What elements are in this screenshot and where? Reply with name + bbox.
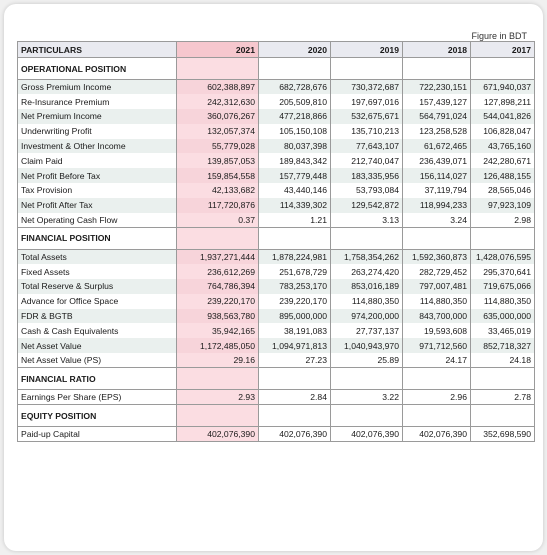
value-cell-2020: 27.23	[259, 353, 331, 368]
value-cell-2021: 35,942,165	[177, 323, 259, 338]
value-cell-2021: 236,612,269	[177, 264, 259, 279]
value-cell-2018: 118,994,233	[403, 198, 471, 213]
value-cell-2021: 764,786,394	[177, 279, 259, 294]
table-row	[18, 124, 535, 139]
financial-highlights-table	[17, 41, 535, 442]
value-cell-2018: 236,439,071	[403, 153, 471, 168]
section-header	[18, 368, 535, 390]
value-cell-2020: 251,678,729	[259, 264, 331, 279]
value-cell-2018: 1,592,360,873	[403, 249, 471, 264]
value-cell-2020: 2.84	[259, 390, 331, 405]
value-cell-2018: 61,672,465	[403, 139, 471, 154]
value-cell-2021: 402,076,390	[177, 427, 259, 442]
value-cell-2018: 157,439,127	[403, 94, 471, 109]
value-cell-2017: 126,488,155	[471, 168, 535, 183]
value-cell-2020: 1,094,971,813	[259, 338, 331, 353]
value-cell-2021: 360,076,267	[177, 109, 259, 124]
table-row	[18, 338, 535, 353]
row-label: Tax Provision	[18, 183, 177, 198]
row-label: Advance for Office Space	[18, 294, 177, 309]
row-label: Paid-up Capital	[18, 427, 177, 442]
value-cell-2020: 239,220,170	[259, 294, 331, 309]
value-cell-2021: 139,857,053	[177, 153, 259, 168]
row-label: Investment & Other Income	[18, 139, 177, 154]
value-cell-2017: 2.78	[471, 390, 535, 405]
value-cell-2019: 114,880,350	[331, 294, 403, 309]
value-cell-2021: 938,563,780	[177, 309, 259, 324]
value-cell-2017: 1,428,076,595	[471, 249, 535, 264]
row-label: Net Profit Before Tax	[18, 168, 177, 183]
value-cell-2019: 1,758,354,262	[331, 249, 403, 264]
value-cell-2017: 635,000,000	[471, 309, 535, 324]
value-cell-2020: 114,339,302	[259, 198, 331, 213]
value-cell-2017: 719,675,066	[471, 279, 535, 294]
section-title: FINANCIAL POSITION	[18, 227, 177, 249]
value-cell-2021: 2.93	[177, 390, 259, 405]
header-row	[18, 42, 535, 58]
table-row	[18, 427, 535, 442]
value-cell-2017: 852,718,327	[471, 338, 535, 353]
section-title: EQUITY POSITION	[18, 405, 177, 427]
value-cell-2017: 43,765,160	[471, 139, 535, 154]
table-row	[18, 198, 535, 213]
value-cell-2019: 183,335,956	[331, 168, 403, 183]
value-cell-2018: 37,119,794	[403, 183, 471, 198]
row-label: Total Assets	[18, 249, 177, 264]
value-cell-2017: 33,465,019	[471, 323, 535, 338]
row-label: Earnings Per Share (EPS)	[18, 390, 177, 405]
value-cell-2020: 205,509,810	[259, 94, 331, 109]
row-label: Underwriting Profit	[18, 124, 177, 139]
value-cell-2019: 129,542,872	[331, 198, 403, 213]
row-label: Re-Insurance Premium	[18, 94, 177, 109]
table-row	[18, 294, 535, 309]
header-year-2017: 2017	[471, 42, 535, 58]
value-cell-2021: 55,779,028	[177, 139, 259, 154]
table-row	[18, 279, 535, 294]
row-label: Fixed Assets	[18, 264, 177, 279]
value-cell-2018: 722,230,151	[403, 80, 471, 95]
row-label: Gross Premium Income	[18, 80, 177, 95]
value-cell-2019: 212,740,047	[331, 153, 403, 168]
header-year-2018: 2018	[403, 42, 471, 58]
value-cell-2017: 352,698,590	[471, 427, 535, 442]
section-header	[18, 227, 535, 249]
value-cell-2021: 0.37	[177, 213, 259, 228]
row-label: Total Reserve & Surplus	[18, 279, 177, 294]
value-cell-2019: 25.89	[331, 353, 403, 368]
table-row	[18, 249, 535, 264]
row-label: Net Profit After Tax	[18, 198, 177, 213]
value-cell-2017: 242,280,671	[471, 153, 535, 168]
value-cell-2017: 114,880,350	[471, 294, 535, 309]
table-row	[18, 153, 535, 168]
table-row	[18, 353, 535, 368]
value-cell-2018: 24.17	[403, 353, 471, 368]
section-title: FINANCIAL RATIO	[18, 368, 177, 390]
value-cell-2020: 1,878,224,981	[259, 249, 331, 264]
value-cell-2021: 159,854,558	[177, 168, 259, 183]
value-cell-2020: 783,253,170	[259, 279, 331, 294]
section-header	[18, 405, 535, 427]
value-cell-2021: 117,720,876	[177, 198, 259, 213]
value-cell-2019: 1,040,943,970	[331, 338, 403, 353]
value-cell-2020: 189,843,342	[259, 153, 331, 168]
section-title: OPERATIONAL POSITION	[18, 58, 177, 80]
value-cell-2021: 1,172,485,050	[177, 338, 259, 353]
value-cell-2019: 135,710,213	[331, 124, 403, 139]
value-cell-2018: 564,791,024	[403, 109, 471, 124]
value-cell-2019: 532,675,671	[331, 109, 403, 124]
value-cell-2020: 895,000,000	[259, 309, 331, 324]
section-header	[18, 58, 535, 80]
value-cell-2019: 402,076,390	[331, 427, 403, 442]
value-cell-2021: 29.16	[177, 353, 259, 368]
table-row	[18, 139, 535, 154]
value-cell-2018: 3.24	[403, 213, 471, 228]
unit-note: Figure in BDT	[471, 31, 527, 41]
table-row	[18, 183, 535, 198]
value-cell-2017: 106,828,047	[471, 124, 535, 139]
value-cell-2018: 282,729,452	[403, 264, 471, 279]
value-cell-2018: 971,712,560	[403, 338, 471, 353]
value-cell-2021: 242,312,630	[177, 94, 259, 109]
header-year-2021: 2021	[177, 42, 259, 58]
table-row	[18, 213, 535, 228]
table-row	[18, 109, 535, 124]
value-cell-2018: 114,880,350	[403, 294, 471, 309]
header-year-2019: 2019	[331, 42, 403, 58]
value-cell-2019: 77,643,107	[331, 139, 403, 154]
value-cell-2020: 38,191,083	[259, 323, 331, 338]
value-cell-2021: 42,133,682	[177, 183, 259, 198]
value-cell-2018: 19,593,608	[403, 323, 471, 338]
value-cell-2019: 730,372,687	[331, 80, 403, 95]
header-year-2020: 2020	[259, 42, 331, 58]
value-cell-2019: 974,200,000	[331, 309, 403, 324]
table-row	[18, 264, 535, 279]
table-row	[18, 168, 535, 183]
value-cell-2019: 853,016,189	[331, 279, 403, 294]
value-cell-2018: 2.96	[403, 390, 471, 405]
value-cell-2021: 132,057,374	[177, 124, 259, 139]
value-cell-2019: 3.13	[331, 213, 403, 228]
table-body	[18, 58, 535, 442]
value-cell-2019: 3.22	[331, 390, 403, 405]
value-cell-2021: 1,937,271,444	[177, 249, 259, 264]
value-cell-2017: 28,565,046	[471, 183, 535, 198]
value-cell-2018: 797,007,481	[403, 279, 471, 294]
value-cell-2018: 402,076,390	[403, 427, 471, 442]
table-row	[18, 309, 535, 324]
value-cell-2017: 97,923,109	[471, 198, 535, 213]
value-cell-2021: 239,220,170	[177, 294, 259, 309]
row-label: Claim Paid	[18, 153, 177, 168]
table-row	[18, 94, 535, 109]
row-label: Net Premium Income	[18, 109, 177, 124]
table-row	[18, 323, 535, 338]
row-label: Net Asset Value (PS)	[18, 353, 177, 368]
value-cell-2020: 105,150,108	[259, 124, 331, 139]
value-cell-2017: 2.98	[471, 213, 535, 228]
value-cell-2020: 477,218,866	[259, 109, 331, 124]
value-cell-2018: 156,114,027	[403, 168, 471, 183]
value-cell-2020: 402,076,390	[259, 427, 331, 442]
value-cell-2018: 123,258,528	[403, 124, 471, 139]
value-cell-2018: 843,700,000	[403, 309, 471, 324]
value-cell-2017: 295,370,641	[471, 264, 535, 279]
value-cell-2019: 53,793,084	[331, 183, 403, 198]
report-card	[4, 4, 543, 551]
value-cell-2020: 682,728,676	[259, 80, 331, 95]
value-cell-2021: 602,388,897	[177, 80, 259, 95]
table-row	[18, 80, 535, 95]
value-cell-2019: 27,737,137	[331, 323, 403, 338]
row-label: FDR & BGTB	[18, 309, 177, 324]
row-label: Cash & Cash Equivalents	[18, 323, 177, 338]
value-cell-2020: 157,779,448	[259, 168, 331, 183]
value-cell-2020: 1.21	[259, 213, 331, 228]
value-cell-2020: 80,037,398	[259, 139, 331, 154]
value-cell-2020: 43,440,146	[259, 183, 331, 198]
value-cell-2017: 24.18	[471, 353, 535, 368]
row-label: Net Asset Value	[18, 338, 177, 353]
value-cell-2017: 127,898,211	[471, 94, 535, 109]
value-cell-2017: 544,041,826	[471, 109, 535, 124]
table-row	[18, 390, 535, 405]
value-cell-2017: 671,940,037	[471, 80, 535, 95]
value-cell-2019: 197,697,016	[331, 94, 403, 109]
value-cell-2019: 263,274,420	[331, 264, 403, 279]
header-particulars: PARTICULARS	[18, 42, 177, 58]
row-label: Net Operating Cash Flow	[18, 213, 177, 228]
